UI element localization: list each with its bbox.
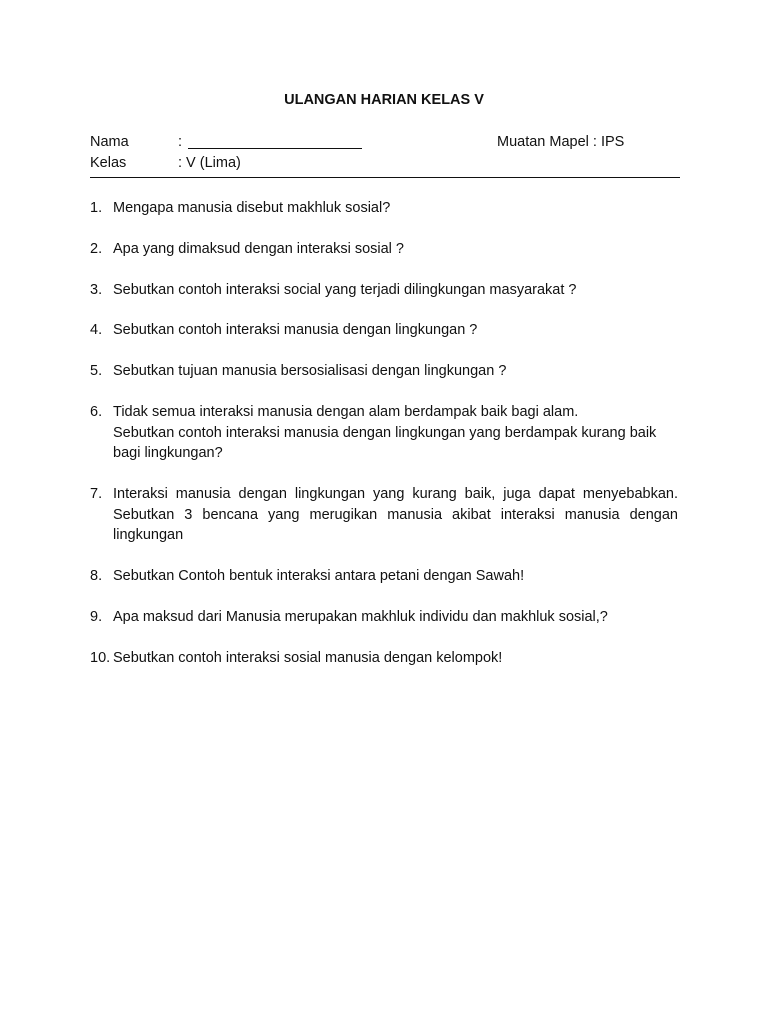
question-text	[113, 648, 678, 669]
question-text	[113, 239, 678, 260]
question-text	[113, 280, 678, 301]
question-line: Tidak semua interaksi manusia dengan alam berdampak baik bagi alam.	[113, 404, 579, 420]
question-item	[90, 320, 678, 341]
question-line: lingkungan	[113, 527, 184, 543]
question-line: Mengapa manusia disebut makhluk sosial?	[113, 200, 391, 216]
question-text	[113, 198, 678, 219]
question-text	[113, 607, 678, 628]
question-item	[90, 484, 678, 546]
question-line: bagi lingkungan?	[113, 445, 223, 461]
nama-blank-line	[188, 148, 362, 149]
document-title: ULANGAN HARIAN KELAS V	[284, 92, 484, 108]
question-item	[90, 648, 678, 669]
question-item	[90, 607, 678, 628]
question-line: Sebutkan contoh interaksi sosial manusia dengan kelompok!	[113, 650, 503, 666]
mapel-label: Muatan Mapel : IPS	[497, 134, 625, 150]
question-number: 10.	[90, 650, 111, 666]
question-number: 9.	[90, 609, 103, 625]
question-text	[113, 402, 678, 464]
question-number: 3.	[90, 282, 103, 298]
question-item	[90, 198, 678, 219]
question-line: Sebutkan contoh interaksi manusia dengan lingkungan ?	[113, 322, 478, 338]
question-number: 4.	[90, 322, 103, 338]
question-line: Apa yang dimaksud dengan interaksi sosial ?	[113, 241, 404, 257]
question-item	[90, 280, 678, 301]
question-number: 1.	[90, 200, 103, 216]
question-line: Apa maksud dari Manusia merupakan makhluk individu dan makhluk sosial,?	[113, 609, 608, 625]
nama-colon: :	[178, 134, 183, 150]
question-item	[90, 402, 678, 464]
question-item	[90, 361, 678, 382]
question-text	[113, 484, 678, 546]
question-text	[113, 361, 678, 382]
question-number: 6.	[90, 404, 103, 420]
question-item	[90, 566, 678, 587]
question-line: Sebutkan contoh interaksi social yang terjadi dilingkungan masyarakat ?	[113, 282, 577, 298]
kelas-value: : V (Lima)	[178, 155, 241, 171]
question-text	[113, 566, 678, 587]
question-number: 7.	[90, 486, 103, 502]
question-item	[90, 239, 678, 260]
question-line: Sebutkan tujuan manusia bersosialisasi dengan lingkungan ?	[113, 363, 507, 379]
question-number: 8.	[90, 568, 103, 584]
question-line: Interaksi manusia dengan lingkungan yang kurang baik, juga dapat menyebabkan.	[113, 486, 678, 502]
question-line: Sebutkan contoh interaksi manusia dengan lingkungan yang berdampak kurang baik	[113, 424, 657, 441]
question-line: Sebutkan Contoh bentuk interaksi antara petani dengan Sawah!	[113, 568, 525, 584]
question-line: Sebutkan 3 bencana yang merugikan manusia akibat interaksi manusia dengan	[113, 506, 678, 523]
header-divider	[90, 177, 680, 178]
question-number: 5.	[90, 363, 103, 379]
kelas-label: Kelas	[90, 155, 127, 171]
question-number: 2.	[90, 241, 103, 257]
nama-label: Nama	[90, 134, 129, 150]
question-text	[113, 320, 678, 341]
